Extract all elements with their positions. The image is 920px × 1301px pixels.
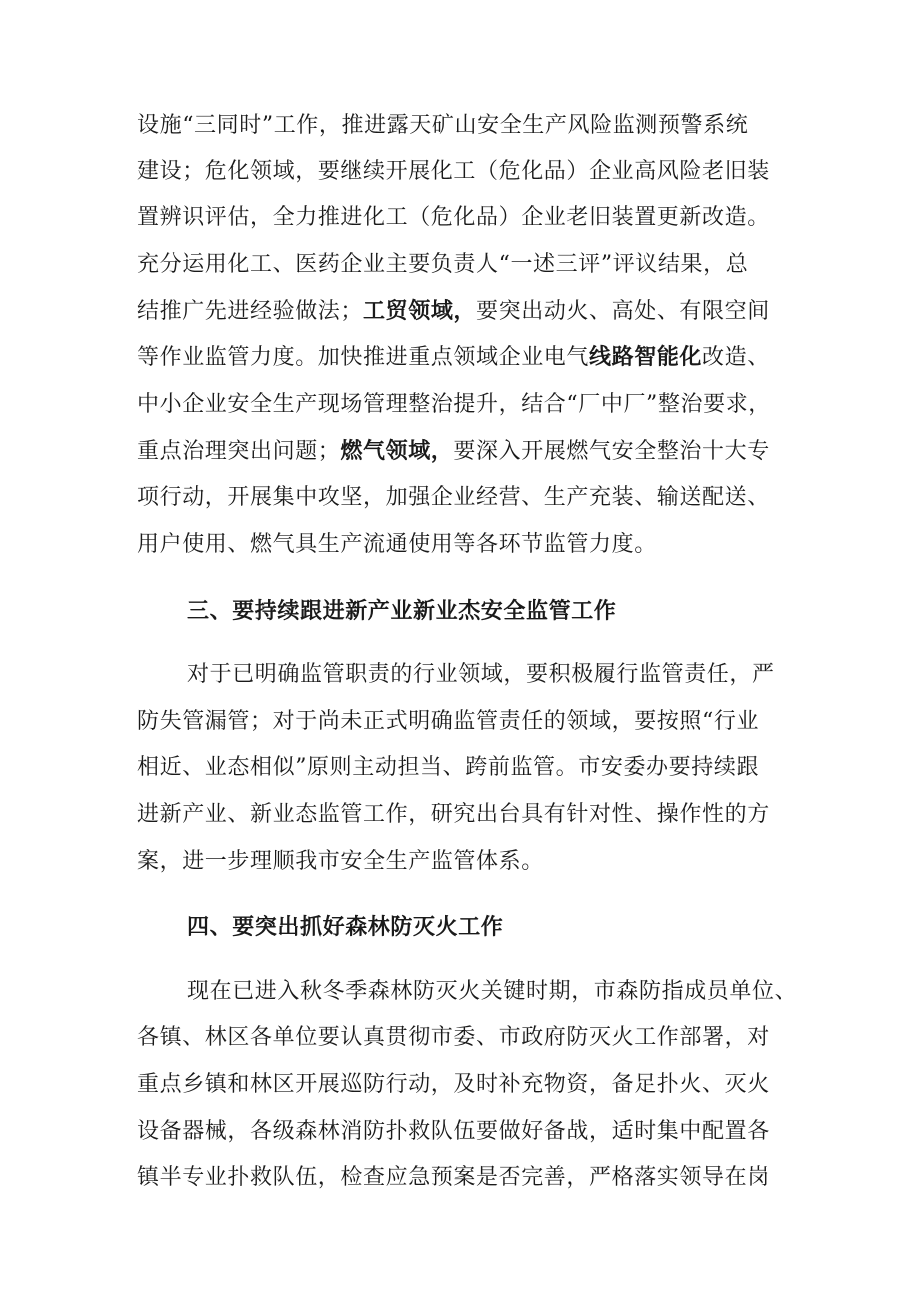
- inline-text: 要突出动火、高处、有限空间: [476, 299, 770, 324]
- paragraph-line: 中小企业安全生产现场管理整治提升，结合“厂中厂”整治要求，: [137, 392, 771, 417]
- paragraph-line: 重点乡镇和林区开展巡防行动，及时补充物资，备足扑火、灭火: [137, 1072, 770, 1097]
- inline-text: 重点治理突出问题；: [137, 439, 341, 464]
- section-heading: 三、要持续跟进新产业新业杰安全监管工作: [187, 599, 617, 624]
- paragraph-line: [137, 437, 797, 467]
- section-heading: 四、要突出抓好森林防灭火工作: [187, 915, 504, 940]
- inline-text: 改造、: [702, 345, 770, 370]
- paragraph-line: [137, 343, 797, 373]
- inline-text: 要深入开展燃气安全整治十大专: [453, 439, 770, 464]
- bold-keyword-gas: 燃气领域，: [340, 439, 454, 464]
- inline-text: 等作业监管力度。加快推进重点领域企业电气: [137, 345, 590, 370]
- paragraph-line: 进新产业、新业态监管工作，研究出台具有针对性、操作性的方: [137, 802, 770, 827]
- inline-text: 结推广先进经验做法；: [137, 299, 364, 324]
- bold-keyword-smart-wiring: 线路智能化: [589, 345, 703, 370]
- paragraph-line: 建设；危化领域，要继续开展化工（危化品）企业高风险老旧装: [137, 159, 770, 184]
- paragraph-line: 相近、业态相似”原则主动担当、跨前监管。市安委办要持续跟: [137, 755, 760, 780]
- paragraph-line: 设备器械，各级森林消防扑救队伍要做好备战，适时集中配置各: [137, 1119, 770, 1144]
- paragraph-line: 对于已明确监管职责的行业领域，要积极履行监管责任，严: [187, 662, 775, 687]
- paragraph-line: 置辨识评估，全力推进化工（危化品）企业老旧装置更新改造。: [137, 205, 770, 230]
- paragraph-line: 案，进一步理顺我市安全生产监管体系。: [137, 849, 544, 874]
- paragraph-line: 镇半专业扑救队伍，检查应急预案是否完善，严格落实领导在岗: [137, 1165, 770, 1190]
- paragraph-line: 充分运用化工、医药企业主要负责人“一述三评”评议结果，总: [137, 252, 749, 277]
- paragraph-line: [137, 297, 797, 327]
- paragraph-line: 防失管漏管；对于尚未正式明确监管责任的领域，要按照“行业: [137, 709, 760, 734]
- paragraph-line: 各镇、林区各单位要认真贯彻市委、市政府防灭火工作部署，对: [137, 1025, 770, 1050]
- bold-keyword-industry-trade: 工贸领域，: [363, 299, 477, 324]
- paragraph-line: 用户使用、燃气具生产流通使用等各环节监管力度。: [137, 532, 657, 557]
- paragraph-line: 项行动，开展集中攻坚，加强企业经营、生产充装、输送配送、: [137, 485, 770, 510]
- paragraph-line: 设施“三同时”工作，推进露天矿山安全生产风险监测预警系统: [137, 113, 749, 138]
- paragraph-line: 现在已进入秋冬季森林防灭火关键时期，市森防指成员单位、: [187, 979, 798, 1004]
